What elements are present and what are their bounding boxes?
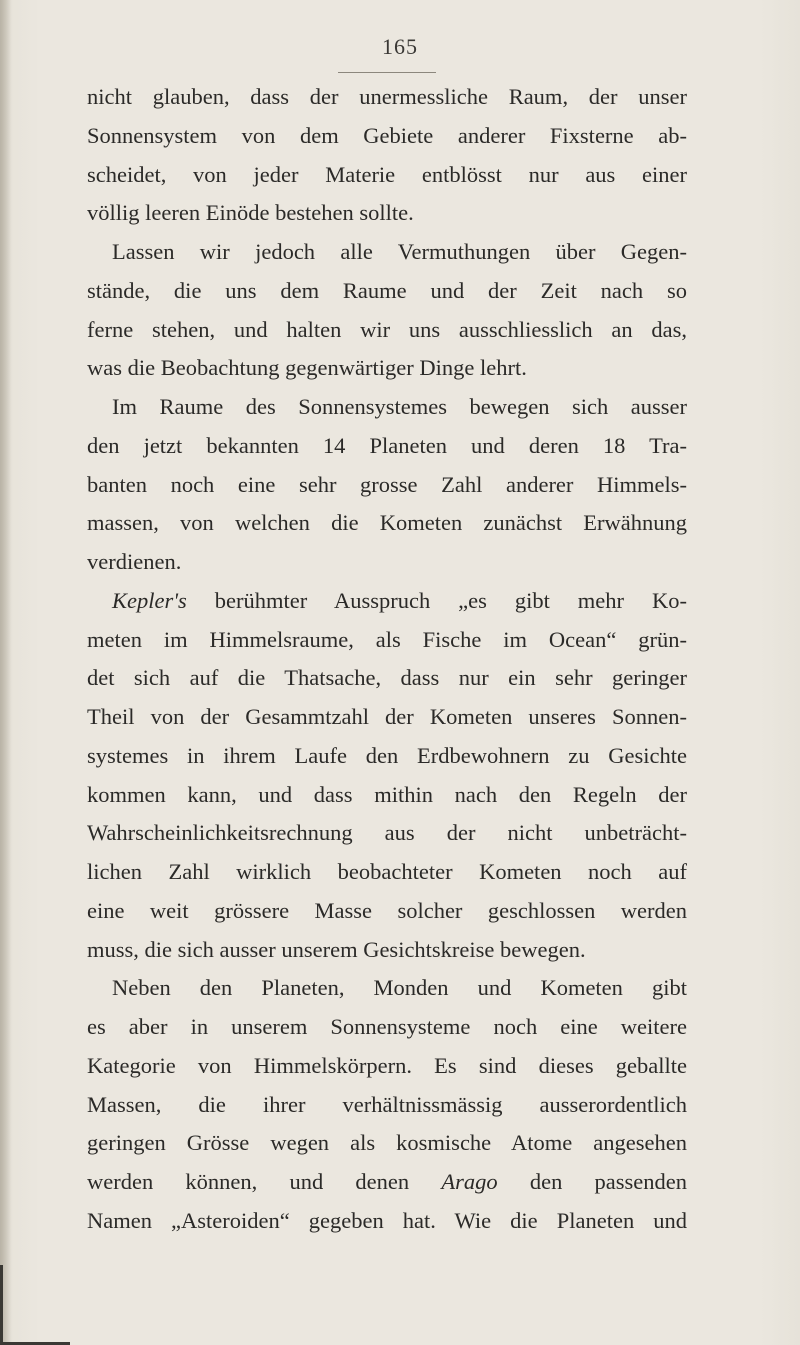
text-line: meten im Himmelsraume, als Fische im Ocean“ grün- [87, 626, 687, 652]
text-line: was die Beobachtung gegenwärtiger Dinge lehrt. [87, 355, 527, 381]
text-line: Kategorie von Himmelskörpern. Es sind dieses geballte [87, 1052, 687, 1078]
text-line: det sich auf die Thatsache, dass nur ein sehr geringer [87, 665, 687, 691]
page-number-rule [338, 72, 436, 73]
text-line: Im Raume des Sonnensystemes bewegen sich ausser [112, 394, 687, 419]
text-line: kommen kann, und dass mithin nach den Regeln der [87, 781, 687, 807]
text-line: banten noch eine sehr grosse Zahl anderer Himmels- [87, 471, 687, 497]
text-line: es aber in unserem Sonnensysteme noch eine weitere [87, 1014, 687, 1039]
text-line: verdienen. [87, 549, 182, 574]
body-text [87, 78, 687, 1241]
text-line: Wahrscheinlichkeitsrechnung aus der nicht unbeträcht- [87, 820, 687, 846]
text-line: systemes in ihrem Laufe den Erdbewohnern zu Gesichte [87, 742, 687, 768]
text-line-rest: berühmter Ausspruch „es gibt mehr Ko- [186, 587, 687, 613]
author-name-kepler: Kepler's [112, 587, 187, 613]
text-line-end: den passenden [497, 1169, 687, 1194]
spine-shadow [0, 0, 12, 1345]
text-line: lichen Zahl wirklich beobachteter Kometen noch auf [87, 859, 687, 884]
text-line: scheidet, von jeder Materie entblösst nur aus einer [87, 161, 687, 187]
text-line: Lassen wir jedoch alle Vermuthungen über Gegen- [112, 239, 687, 264]
text-line: völlig leeren Einöde bestehen sollte. [87, 200, 414, 226]
text-line: geringen Grösse wegen als kosmische Atome angesehen [87, 1130, 687, 1156]
text-line: Sonnensystem von dem Gebiete anderer Fixsterne ab- [87, 122, 687, 148]
text-line: Namen „Asteroiden“ gegeben hat. Wie die Planeten und [87, 1207, 687, 1233]
text-line: ferne stehen, und halten wir uns ausschliesslich an das, [87, 316, 687, 342]
author-name-arago: Arago [441, 1169, 498, 1194]
text-line: stände, die uns dem Raume und der Zeit nach so [87, 277, 687, 303]
text-line: muss, die sich ausser unserem Gesichtskreise bewegen. [87, 936, 586, 962]
page-number: 165 [382, 34, 418, 59]
text-line: Theil von der Gesammtzahl der Kometen unseres Sonnen- [87, 704, 687, 729]
text-line: Massen, die ihrer verhältnissmässig ausserordentlich [87, 1091, 687, 1117]
text-line-start: werden können, und denen [87, 1169, 442, 1194]
text-line [87, 1163, 687, 1202]
text-line: eine weit grössere Masse solcher geschlossen werden [87, 897, 687, 923]
text-line: Neben den Planeten, Monden und Kometen gibt [112, 975, 687, 1001]
text-line [87, 582, 687, 621]
text-line: nicht glauben, dass der unermessliche Raum, der unser [87, 84, 687, 109]
corner-mark [0, 1265, 70, 1345]
text-line: den jetzt bekannten 14 Planeten und deren 18 Tra- [87, 432, 687, 458]
text-line: massen, von welchen die Kometen zunächst Erwähnung [87, 510, 687, 536]
